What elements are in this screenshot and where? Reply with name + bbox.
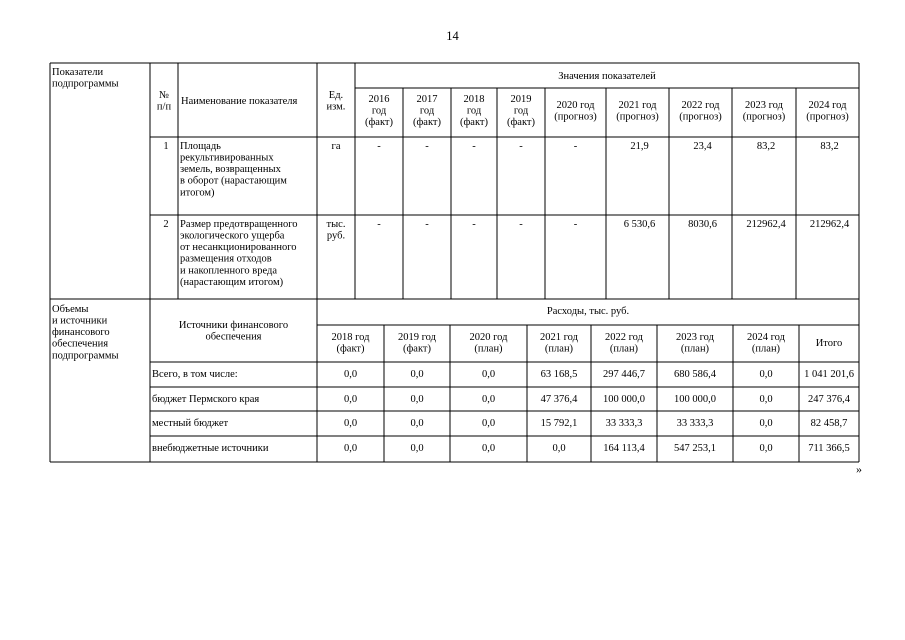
header-indicator-name: Наименование показателя (181, 95, 298, 107)
financing-value: 0,0 (481, 442, 496, 454)
page-number: 14 (446, 29, 459, 43)
header-fin-year-7: Итого (815, 337, 843, 349)
financing-value: 0,0 (410, 442, 424, 454)
indicator-unit: тыс. руб. (326, 218, 346, 242)
financing-value: 0,0 (481, 417, 496, 429)
financing-value: 0,0 (552, 442, 566, 454)
financing-value: 0,0 (481, 368, 496, 380)
indicator-unit: га (331, 140, 341, 152)
closing-quote-mark: » (856, 462, 862, 476)
header-fin-year-3: 2021 год (план) (540, 331, 578, 355)
financing-value: 33 333,3 (605, 417, 643, 429)
indicator-value: - (573, 218, 578, 230)
financing-value: 680 586,4 (674, 368, 716, 380)
indicator-value: 21,9 (630, 140, 649, 152)
financing-value: 0,0 (410, 368, 424, 380)
indicator-value: 83,2 (820, 140, 839, 152)
indicator-value: 83,2 (756, 140, 776, 152)
header-expenses-title: Расходы, тыс. руб. (546, 305, 630, 317)
financing-value: 100 000,0 (674, 393, 716, 405)
row-num: 2 (163, 218, 169, 230)
header-year-1: 2017 год (факт) (412, 93, 442, 129)
header-values-title: Значения показателей (558, 70, 656, 82)
indicator-value: - (425, 140, 429, 152)
financing-value: 547 253,1 (674, 442, 716, 454)
header-year-6: 2022 год (прогноз) (679, 99, 722, 123)
indicator-name: Размер предотвращенного экологического ущерба от несанкционированного размещения отходов и накопленного вреда (нарастающим итогом) (180, 218, 298, 288)
header-unit: Ед. изм. (326, 89, 346, 113)
financing-value: 0,0 (759, 393, 773, 405)
header-fin-year-1: 2019 год (факт) (398, 331, 436, 355)
indicator-value: - (377, 140, 381, 152)
indicator-value: - (472, 140, 476, 152)
financing-value: 0,0 (759, 417, 773, 429)
financing-source: Всего, в том числе: (152, 368, 238, 380)
header-year-5: 2021 год (прогноз) (616, 99, 659, 123)
indicator-value: - (519, 218, 523, 230)
indicator-value: 6 530,6 (623, 218, 656, 230)
header-fin-year-4: 2022 год (план) (605, 331, 643, 355)
financing-source: внебюджетные источники (152, 442, 269, 454)
header-year-7: 2023 год (прогноз) (742, 99, 786, 123)
financing-value: 247 376,4 (808, 393, 850, 405)
financing-value: 0,0 (410, 417, 424, 429)
header-fin-year-0: 2018 год (факт) (331, 331, 370, 355)
indicator-value: - (425, 218, 429, 230)
indicator-value: 212962,4 (809, 218, 850, 230)
header-year-8: 2024 год (прогноз) (806, 99, 849, 123)
financing-value: 164 113,4 (603, 442, 645, 454)
header-year-2: 2018 год (факт) (459, 93, 489, 129)
financing-value: 100 000,0 (603, 393, 645, 405)
indicator-value: 8030,6 (688, 218, 717, 230)
indicator-value: - (472, 218, 476, 230)
financing-value: 15 792,1 (540, 417, 578, 429)
financing-value: 711 366,5 (808, 442, 850, 454)
financing-value: 0,0 (410, 393, 424, 405)
indicator-value: - (377, 218, 381, 230)
financing-value: 82 458,7 (810, 417, 848, 429)
row-num: 1 (163, 140, 169, 152)
financing-value: 47 376,4 (540, 393, 578, 405)
financing-value: 0,0 (343, 417, 358, 429)
financing-value: 0,0 (343, 368, 358, 380)
financing-value: 0,0 (343, 393, 358, 405)
header-num: № п/п (156, 89, 172, 113)
financing-value: 1 041 201,6 (804, 368, 854, 380)
financing-source: бюджет Пермского края (152, 393, 260, 405)
financing-value: 0,0 (759, 442, 773, 454)
financing-value: 33 333,3 (676, 417, 714, 429)
financing-value: 0,0 (759, 368, 773, 380)
financing-source: местный бюджет (152, 417, 229, 429)
indicator-value: - (573, 140, 578, 152)
header-fin-year-6: 2024 год (план) (747, 331, 785, 355)
section2-label: Объемы и источники финансового обеспечения подпрограммы (52, 303, 119, 362)
indicator-value: - (519, 140, 523, 152)
header-fin-year-5: 2023 год (план) (676, 331, 714, 355)
indicator-value: 23,4 (693, 140, 712, 152)
header-year-3: 2019 год (факт) (506, 93, 536, 129)
header-year-0: 2016 год (факт) (364, 93, 394, 129)
financing-value: 297 446,7 (603, 368, 645, 380)
financing-value: 63 168,5 (540, 368, 578, 380)
header-fin-year-2: 2020 год (план) (469, 331, 508, 355)
header-sources: Источники финансового обеспечения (178, 319, 289, 343)
financing-value: 0,0 (343, 442, 358, 454)
indicator-value: 212962,4 (746, 218, 786, 230)
indicator-name: Площадь рекультивированных земель, возвращенных в оборот (нарастающим итогом) (180, 140, 287, 199)
financing-value: 0,0 (481, 393, 496, 405)
header-year-4: 2020 год (прогноз) (554, 99, 597, 123)
section1-label: Показатели подпрограммы (52, 66, 119, 90)
